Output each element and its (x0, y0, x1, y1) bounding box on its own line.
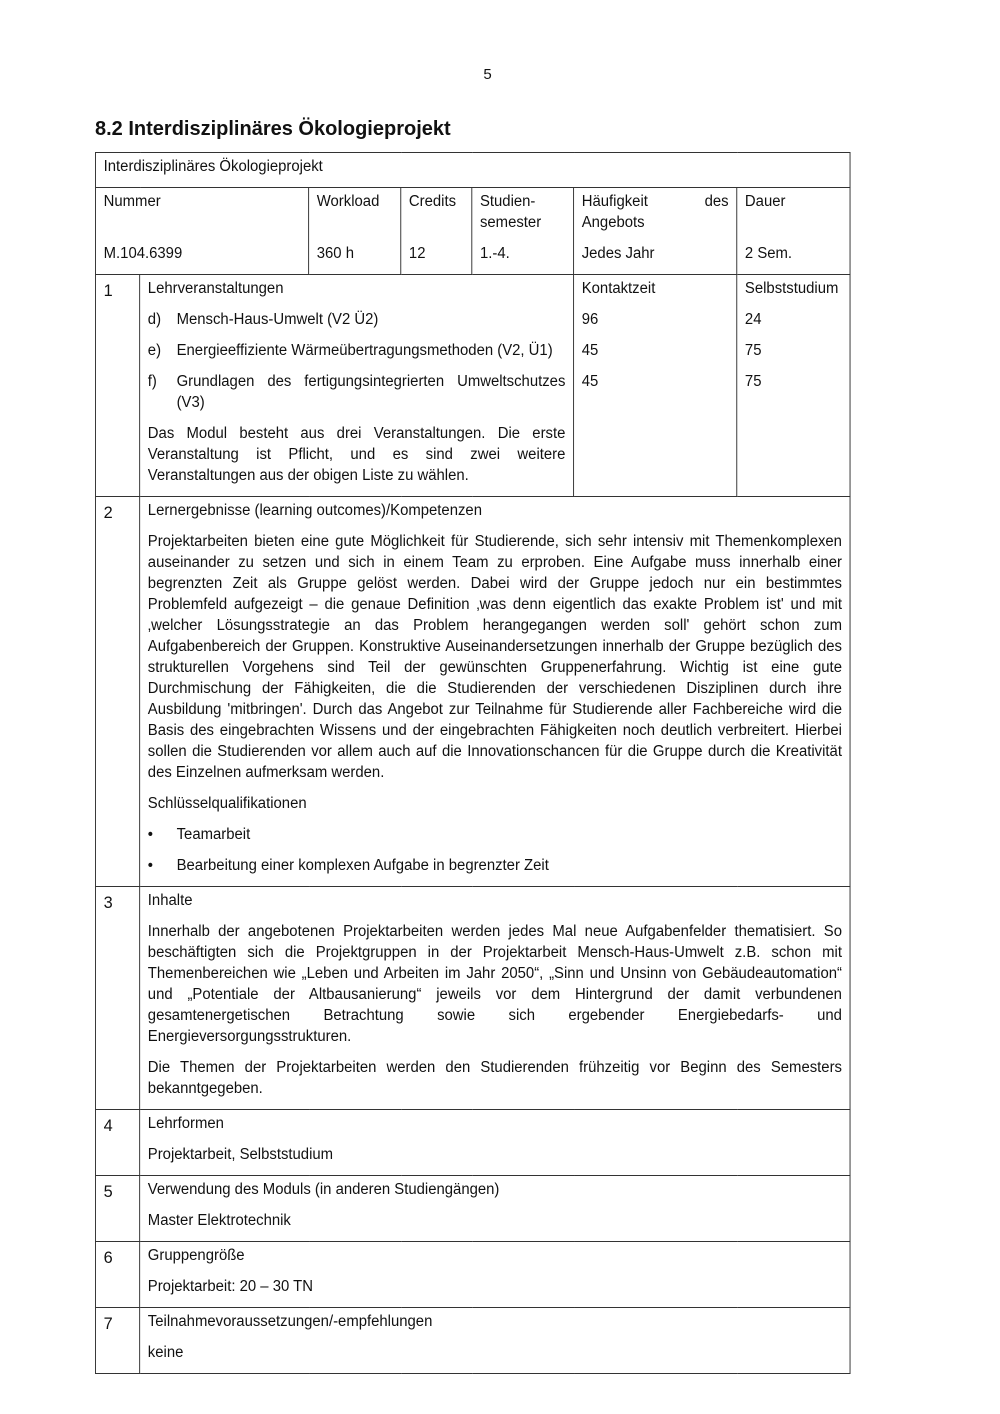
selbststudium-value: 24 (744, 311, 762, 328)
page-number: 5 (483, 66, 492, 83)
section-5-text: Master Elektrotechnik (147, 1212, 291, 1229)
section-3-paragraph-1: Innerhalb der angebotenen Projektarbeiten werden jedes Mal neue Aufgabenfelder thematisiert. So beschäftigten sich die Projektgruppen in der Projektarbeit Mensch-Haus-Umwelt z.B. schon mit Themenbereichen wie „Leben und Arbeiten im Jahr 2050“, „Sinn und Unsinn von Gebäudeautomation“ und „Potentiale der Altbausanierung“ jeweils vor dem Hintergrund der damit verbundenen gesamtenergetischen Betrachtung sowie sich ergebender Energiebedarfs- und Energieversorgungsstrukturen. (147, 923, 842, 1045)
section-5-title: Verwendung des Moduls (in anderen Studiengängen) (147, 1181, 500, 1198)
course-label: f) (147, 373, 157, 390)
kontaktzeit-column (574, 275, 737, 497)
course-name: Mensch-Haus-Umwelt (V2 Ü2) (176, 311, 379, 328)
section-2-content (140, 497, 850, 887)
header-dauer: Dauer (737, 188, 850, 234)
selbststudium-value: 75 (744, 373, 762, 390)
value-workload: 360 h (309, 233, 401, 275)
section-1-number: 1 (95, 275, 139, 497)
bullet-item (148, 824, 842, 845)
header-haeufigkeit-line2: Angebots (581, 214, 645, 231)
section-7-title: Teilnahmevoraussetzungen/-empfehlungen (147, 1313, 433, 1330)
course-name: Energieeffiziente Wärmeübertragungsmethoden (V2, Ü1) (176, 342, 553, 359)
course-label: d) (147, 311, 162, 328)
section-6-content (140, 1242, 850, 1308)
section-5-content (140, 1176, 850, 1242)
header-studiensemester-line1: Studien- (479, 193, 536, 210)
section-1-note: Das Modul besteht aus drei Veranstaltungen. Die erste Veranstaltung ist Pflicht, und es sind zwei weitere Veranstaltungen aus der obigen Liste zu wählen. (147, 425, 566, 484)
section-3-paragraph-2: Die Themen der Projektarbeiten werden den Studierenden frühzeitig vor Beginn des Semesters bekanntgegeben. (147, 1059, 842, 1097)
section-1-title: Lehrveranstaltungen (147, 280, 284, 297)
section-3-number: 3 (95, 887, 139, 1110)
kontaktzeit-value: 45 (581, 342, 599, 359)
section-7-number: 7 (95, 1308, 139, 1374)
section-4-content (140, 1110, 850, 1176)
section-2 (95, 497, 850, 887)
section-7-content (140, 1308, 850, 1374)
course-name: Grundlagen des fertigungsintegrierten Umweltschutzes (V3) (176, 373, 566, 411)
section-3-content (140, 887, 850, 1110)
header-workload: Workload (309, 188, 401, 234)
header-haeufigkeit (574, 188, 737, 234)
key-qualifications-title: Schlüsselqualifikationen (147, 795, 307, 812)
header-studiensemester (472, 188, 574, 234)
value-studiensemester: 1.-4. (472, 233, 574, 275)
bullet-item (148, 855, 842, 876)
header-credits: Credits (401, 188, 472, 234)
bullet-text: Teamarbeit (176, 826, 251, 843)
section-title: 8.2 Interdisziplinäres Ökologieprojekt (95, 118, 451, 140)
kontaktzeit-value: 96 (581, 311, 599, 328)
header-nummer: Nummer (95, 188, 308, 234)
selbststudium-value: 75 (744, 342, 762, 359)
selbststudium-column (737, 275, 850, 497)
section-7-text: keine (147, 1344, 184, 1361)
header-haeufigkeit-des: des (704, 193, 729, 210)
course-item (148, 340, 566, 361)
section-2-title: Lernergebnisse (learning outcomes)/Kompetenzen (147, 502, 482, 519)
section-1-content (140, 275, 574, 497)
section-5-number: 5 (95, 1176, 139, 1242)
section-7 (95, 1308, 850, 1374)
module-name: Interdisziplinäres Ökologieprojekt (95, 153, 850, 188)
section-4-text: Projektarbeit, Selbststudium (147, 1146, 334, 1163)
module-table (95, 152, 851, 1374)
value-credits: 12 (401, 233, 472, 275)
course-item (148, 371, 566, 413)
section-6 (95, 1242, 850, 1308)
section-2-number: 2 (95, 497, 139, 887)
bullet-marker: • (147, 826, 154, 843)
value-nummer: M.104.6399 (95, 233, 308, 275)
bullet-marker: • (147, 857, 154, 874)
section-3 (95, 887, 850, 1110)
section-2-text: Projektarbeiten bieten eine gute Möglichkeit für Studierende, sich sehr intensiv mit Themenkomplexen auseinander zu setzen und sich in einem Team zu erproben. Eine Aufgabe muss innerhalb einer begrenzten Zeit als Gruppe gelöst werden. Dabei wird der Gruppe jedoch nur ein bestimmtes Problemfeld aufgezeigt – die genaue Definition ‚was denn eigentlich das exakte Problem ist' und mit ‚welcher Lösungsstrategie an das Problem herangegangen werden soll' gehört schon zum Aufgabenbereich der Gruppen. Konstruktive Auseinandersetzungen innerhalb der Gruppe bezüglich des strukturellen Vorgehens sind Teil der gewünschten Gruppenerfahrung. Wichtig ist eine gute Durchmischung der Fähigkeiten, die die Studierenden der verschiedenen Disziplinen durch ihre Ausbildung 'mitbringen'. Durch das Angebot zur Teilnahme für Studierende aller Fachbereiche wird die Basis des eingebrachten Wissens und der eingebrachten Fähigkeiten noch deutlich verbreitert. Hierbei sollen die Studierenden vor allem auch auf die Innovationschancen für die Gruppe durch die Kreativität des Einzelnen aufmerksam werden. (147, 533, 842, 781)
section-6-number: 6 (95, 1242, 139, 1308)
header-haeufigkeit-line1: Häufigkeit (581, 193, 648, 210)
section-5 (95, 1176, 850, 1242)
kontaktzeit-value: 45 (581, 373, 599, 390)
section-1 (95, 275, 850, 497)
course-item (148, 309, 566, 330)
bullet-text: Bearbeitung einer komplexen Aufgabe in begrenzter Zeit (176, 857, 549, 874)
section-4 (95, 1110, 850, 1176)
selbststudium-label: Selbststudium (744, 280, 839, 297)
section-4-number: 4 (95, 1110, 139, 1176)
value-haeufigkeit: Jedes Jahr (574, 233, 737, 275)
section-6-text: Projektarbeit: 20 – 30 TN (147, 1278, 313, 1295)
kontaktzeit-label: Kontaktzeit (581, 280, 656, 297)
section-6-title: Gruppengröße (147, 1247, 245, 1264)
value-dauer: 2 Sem. (737, 233, 850, 275)
course-label: e) (147, 342, 162, 359)
header-studiensemester-line2: semester (479, 214, 542, 231)
section-4-title: Lehrformen (147, 1115, 224, 1132)
section-3-title: Inhalte (147, 892, 193, 909)
